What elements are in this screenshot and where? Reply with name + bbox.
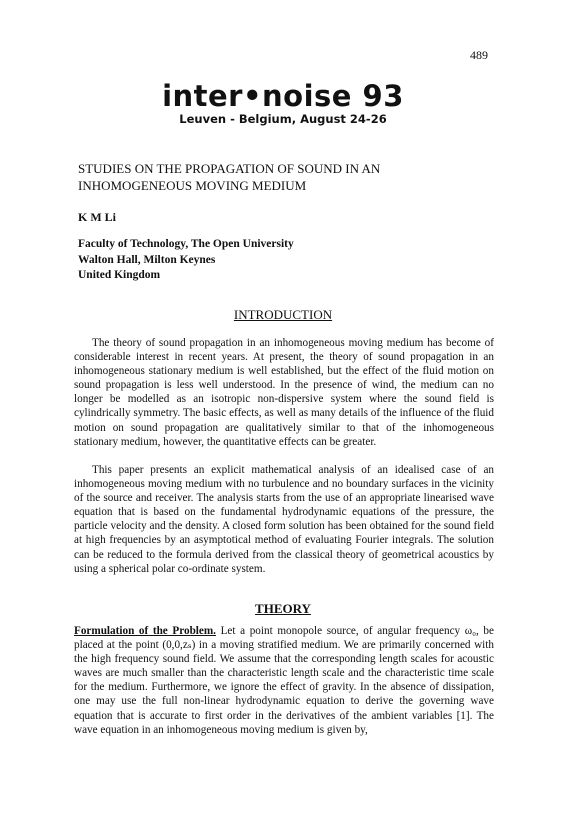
conference-location: Leuven - Belgium, August 24-26 (179, 112, 387, 126)
page-number: 489 (470, 48, 488, 62)
intro-paragraph-2: This paper presents an explicit mathematical analysis of an idealised case of an inhomogeneous moving medium with no turbulence and no boundary surfaces in the vicinity of the source and receiver. The analysis starts from the use of an appropriate linearised wave equation that is based on the fundamental hydrodynamic equations of the pressure, the particle velocity and the density. A closed form solution has been obtained for the sound field at high frequencies by an asymptotical method of evaluating Fourier integrals. The solution can be reduced to the formula derived from the classical theory of geometrical acoustics by using a spherical polar co-ordinate system. (74, 464, 494, 575)
paper-author: K M Li (78, 210, 116, 224)
affiliation-line-2: Walton Hall, Milton Keynes (78, 253, 216, 266)
introduction-body (74, 336, 494, 449)
conference-logo (0, 80, 566, 126)
theory-run-in-heading: Formulation of the Problem. (74, 625, 216, 637)
theory-paragraph-text: Let a point monopole source, of angular frequency ω₀, be placed at the point (0,0,zₛ) in a moving stratified medium. We are primarily concerned with the high frequency sound field. We assume that the corresponding length scales for acoustic waves are much smaller than the characteristic length scale and the characteristic time scale for the medium. Furthermore, we ignore the effect of gravity. In the absence of dissipation, one may use the full non-linear hydrodynamic equation to derive the governing wave equation that is accurate to first order in the derivatives of the ambient variables [1]. The wave equation in an inhomogeneous moving medium is given by, (74, 625, 494, 736)
author-affiliation (78, 237, 294, 284)
affiliation-line-3: United Kingdom (78, 269, 161, 281)
paper-title-line-2: INHOMOGENEOUS MOVING MEDIUM (78, 178, 307, 193)
paper-title (78, 160, 508, 194)
theory-body (74, 624, 494, 737)
intro-paragraph-1: The theory of sound propagation in an inhomogeneous moving medium has become of considerable interest in recent years. At present, the theory of sound propagation in an inhomogeneous stationary medium is well established, but the effect of the fluid motion on sound propagation is less well understood. In the presence of wind, the medium can no longer be modelled as an isotropic non-dispersive system where the sound field is cylindrically symmetry. The basic effects, as well as many details of the influence of the fluid motion on sound propagation are qualitatively similar to that of the inhomogeneous stationary medium, however, the quantitative effects can be greater. (74, 337, 494, 448)
introduction-heading: INTRODUCTION (233, 307, 333, 322)
theory-heading: THEORY (255, 601, 311, 616)
introduction-body-continued (74, 463, 494, 576)
theory-paragraph-1 (74, 624, 494, 737)
affiliation-line-1: Faculty of Technology, The Open University (78, 238, 294, 250)
conference-name: inter•noise 93 (162, 79, 404, 113)
paper-title-line-1: STUDIES ON THE PROPAGATION OF SOUND IN AN (78, 161, 381, 176)
